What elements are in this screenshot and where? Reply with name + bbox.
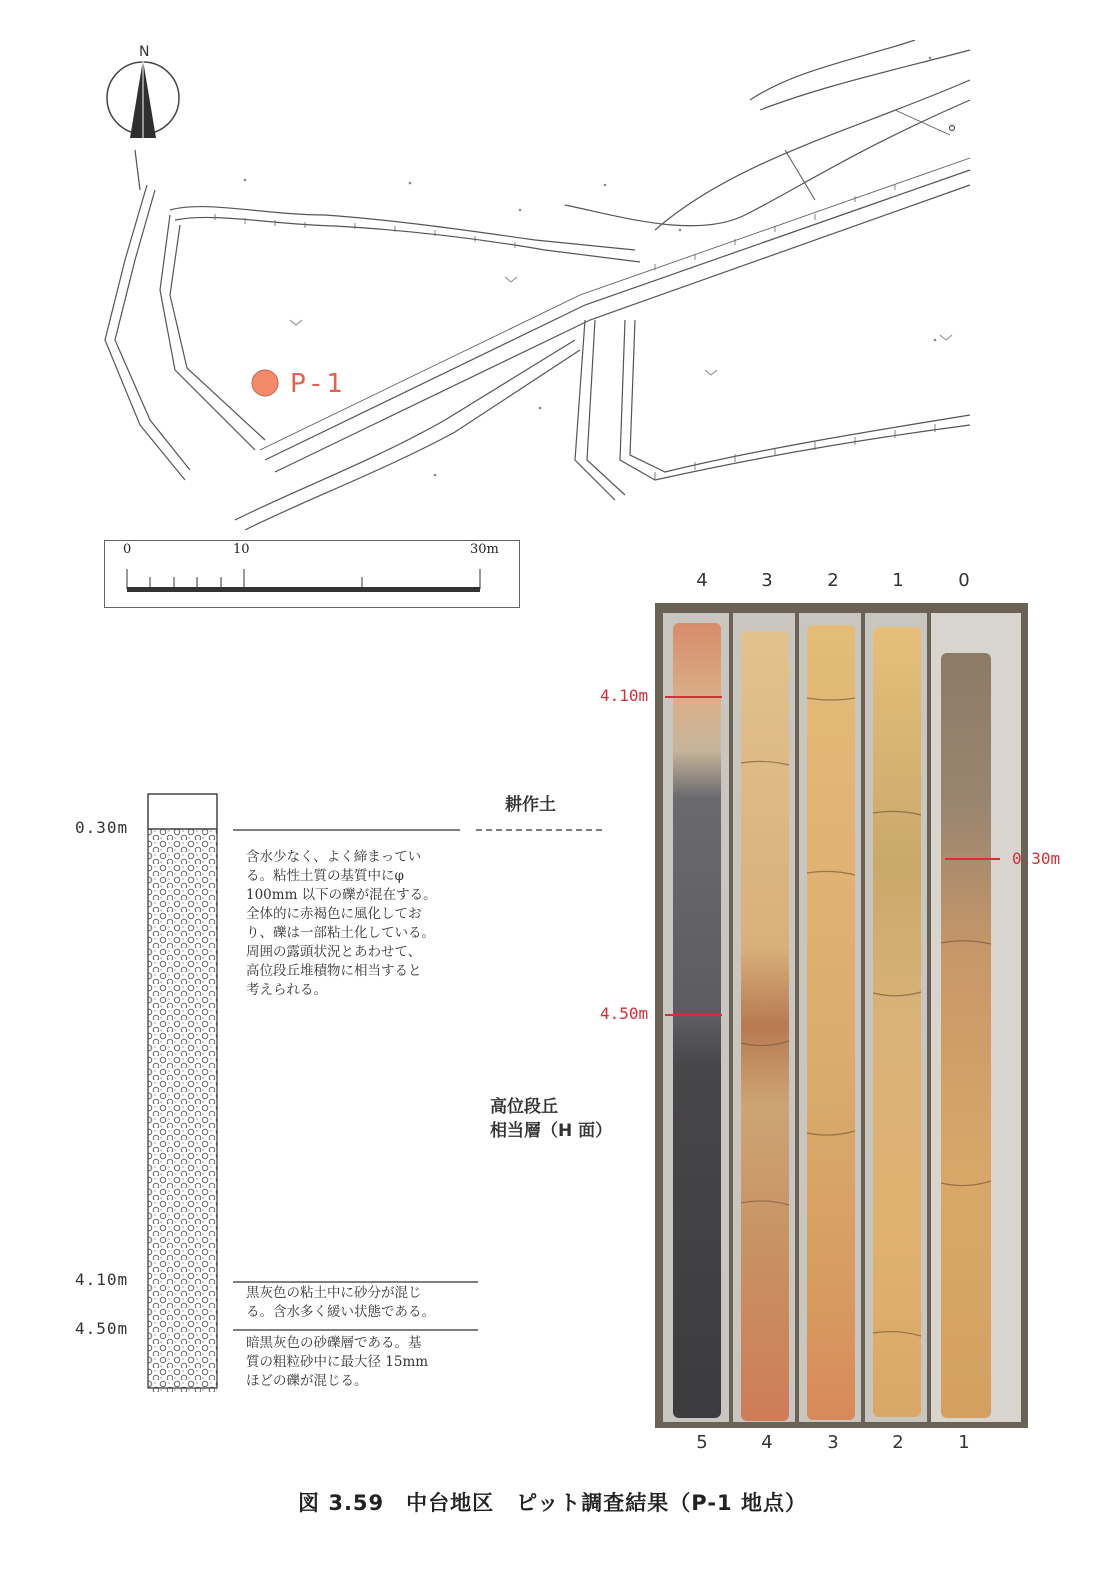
depth-marker-lines	[660, 690, 1010, 1025]
desc-clay-layer: 黒灰色の粘土中に砂分が混じ る。含水多く緩い状態である。	[246, 1285, 435, 1320]
figure-caption: 図 3.59 中台地区 ピット調査結果（P-1 地点）	[298, 1491, 807, 1515]
tray-top-number: 1	[892, 570, 904, 591]
north-label: N	[139, 44, 150, 60]
desc-gravel-layer: 暗黒灰色の砂礫層である。基 質の粗粒砂中に最大径 15mm ほどの礫が混じる。	[246, 1335, 429, 1389]
tray-top-number: 2	[827, 570, 839, 591]
tray-bottom-number: 2	[892, 1432, 904, 1453]
marker-label-4-10: 4.10m	[600, 686, 649, 705]
site-map	[95, 40, 975, 530]
tray-bottom-number: 3	[827, 1432, 839, 1453]
layer-name-terrace: 高位段丘 相当層（H 面）	[490, 1097, 613, 1141]
layer-name-topsoil: 耕作土	[505, 795, 556, 815]
depth-label-4-10: 4.10m	[75, 1270, 129, 1289]
tray-bottom-number: 1	[958, 1432, 970, 1453]
soil-column	[145, 792, 220, 1392]
tray-bottom-number: 4	[761, 1432, 773, 1453]
scale-label-10: 10	[233, 542, 250, 557]
desc-main-layer: 含水少なく、よく締まってい る。粘性土質の基質中にφ 100mm 以下の礫が混在する。 全体的に赤褐色に風化してお り、礫は一部粘土化している。 周囲の露頭状況とあわせて、 高位段丘堆積物に相当すると 考えられる。	[246, 849, 437, 998]
tray-top-number: 4	[696, 570, 708, 591]
tray-top-number: 0	[958, 570, 970, 591]
scale-bar	[104, 540, 520, 608]
marker-label-4-50: 4.50m	[600, 1004, 649, 1023]
depth-label-0-30: 0.30m	[75, 818, 129, 837]
marker-label-0-30: 0.30m	[1012, 849, 1061, 868]
depth-label-4-50: 4.50m	[75, 1319, 129, 1338]
north-arrow-icon	[107, 60, 179, 138]
point-p1-label: P-1	[290, 369, 350, 399]
tray-top-number: 3	[761, 570, 773, 591]
tray-bottom-number: 5	[696, 1432, 708, 1453]
point-p1-marker	[252, 370, 278, 396]
scale-label-0: 0	[123, 542, 132, 557]
scale-label-30: 30m	[470, 542, 499, 557]
